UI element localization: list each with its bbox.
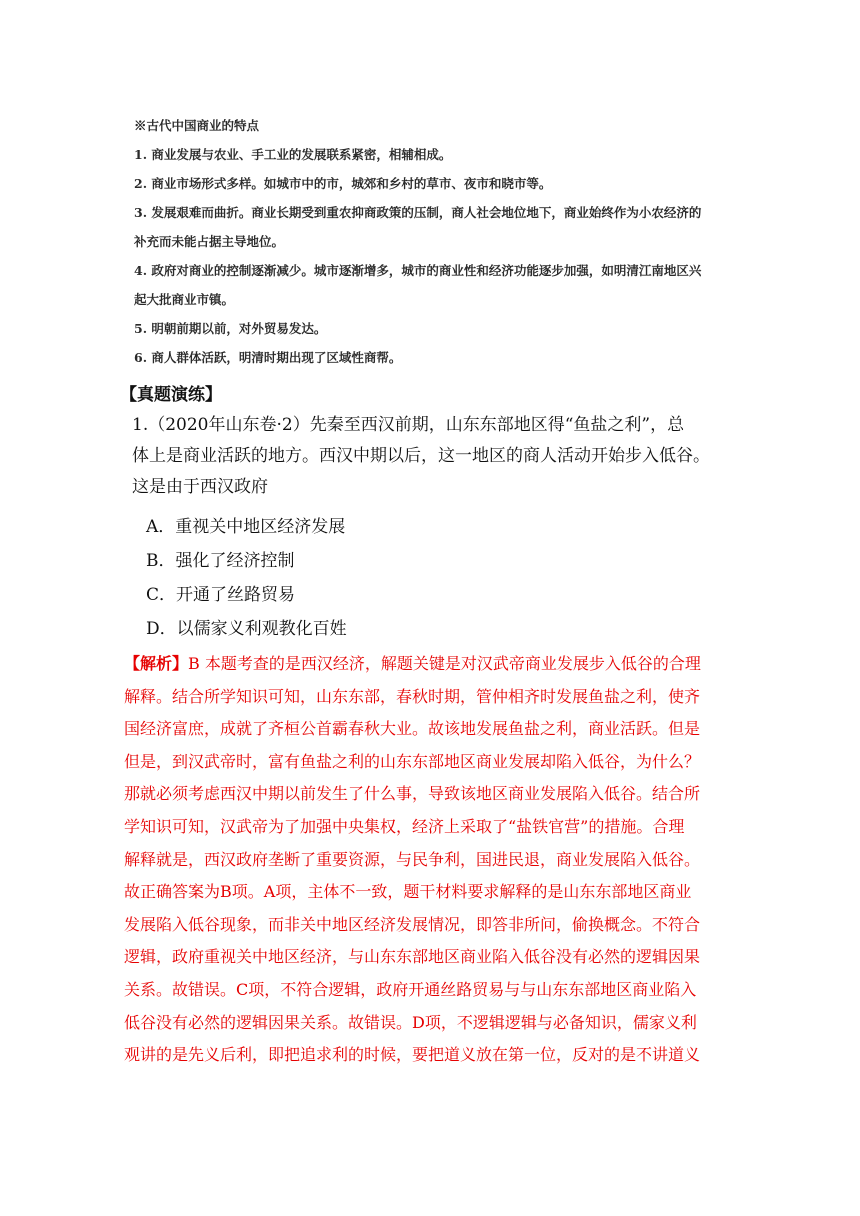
commerce-features-notes <box>134 112 734 372</box>
notes-line: 6. 商人群体活跃，明清时期出现了区域性商帮。 <box>134 350 402 365</box>
answer-options <box>146 510 726 646</box>
analysis-line: 逻辑，政府重视关中地区经济，与山东东部地区商业陷入低谷没有必然的逻辑因果 <box>124 947 701 967</box>
question-line: 这是由于西汉政府 <box>132 477 268 497</box>
option-b: B．强化了经济控制 <box>146 551 295 571</box>
option-a: A．重视关中地区经济发展 <box>146 517 346 537</box>
notes-line: 补充而未能占据主导地位。 <box>134 234 285 249</box>
notes-heading: ※古代中国商业的特点 <box>134 118 260 133</box>
analysis-first-line: B 本题考查的是西汉经济，解题关键是对汉武帝商业发展步入低谷的合理 <box>188 654 701 673</box>
notes-line: 4. 政府对商业的控制逐渐减少。城市逐渐增多，城市的商业性和经济功能逐步加强，如明清江南地区兴 <box>134 263 702 278</box>
analysis-line: 国经济富庶，成就了齐桓公首霸春秋大业。故该地发展鱼盐之利，商业活跃。但是 <box>124 719 701 739</box>
question-line: 1.（2020年山东卷·2）先秦至西汉前期，山东东部地区得“鱼盐之利”，总 <box>132 415 685 435</box>
analysis-label: 【解析】 <box>124 654 189 673</box>
notes-line: 3. 发展艰难而曲折。商业长期受到重农抑商政策的压制，商人社会地位地下，商业始终作为小农经济的 <box>134 205 702 220</box>
notes-line: 2. 商业市场形式多样。如城市中的市，城郊和乡村的草市、夜市和晓市等。 <box>134 176 552 191</box>
analysis-line: 解释就是，西汉政府垄断了重要资源，与民争利，国进民退，商业发展陷入低谷。 <box>124 849 701 869</box>
option-c: C．开通了丝路贸易 <box>146 585 296 605</box>
question-line: 体上是商业活跃的地方。西汉中期以后，这一地区的商人活动开始步入低谷。 <box>132 446 710 466</box>
analysis-line: 低谷没有必然的逻辑因果关系。故错误。D项，不逻辑逻辑与必备知识，儒家义利 <box>124 1012 697 1032</box>
analysis-line: 但是，到汉武帝时，富有鱼盐之利的山东东部地区商业发展却陷入低谷，为什么？ <box>124 751 701 771</box>
option-d: D．以儒家义利观教化百姓 <box>146 619 347 639</box>
analysis-line: 学知识可知，汉武帝为了加强中央集权，经济上采取了“盐铁官营”的措施。合理 <box>124 816 685 836</box>
section-title: 【真题演练】 <box>120 385 222 405</box>
analysis-line: 关系。故错误。C项，不符合逻辑，政府开通丝路贸易与与山东东部地区商业陷入 <box>124 979 697 999</box>
notes-line: 起大批商业市镇。 <box>134 292 235 307</box>
analysis-line: 故正确答案为B项。A项，主体不一致，题干材料要求解释的是山东东部地区商业 <box>124 882 692 902</box>
analysis-line: 观讲的是先义后利，即把追求利的时候，要把道义放在第一位，反对的是不讲道义 <box>124 1045 701 1065</box>
analysis-line <box>124 648 734 681</box>
notes-line: 5. 明朝前期以前，对外贸易发达。 <box>134 321 327 336</box>
analysis-block <box>124 648 734 1072</box>
notes-line: 1. 商业发展与农业、手工业的发展联系紧密，相辅相成。 <box>134 147 452 162</box>
analysis-line: 那就必须考虑西汉中期以前发生了什么事，导致该地区商业发展陷入低谷。结合所 <box>124 784 701 804</box>
question-stem <box>132 410 732 503</box>
analysis-line: 解释。结合所学知识可知，山东东部，春秋时期，管仲相齐时发展鱼盐之利，使齐 <box>124 686 701 706</box>
analysis-line: 发展陷入低谷现象，而非关中地区经济发展情况，即答非所问，偷换概念。不符合 <box>124 914 701 934</box>
